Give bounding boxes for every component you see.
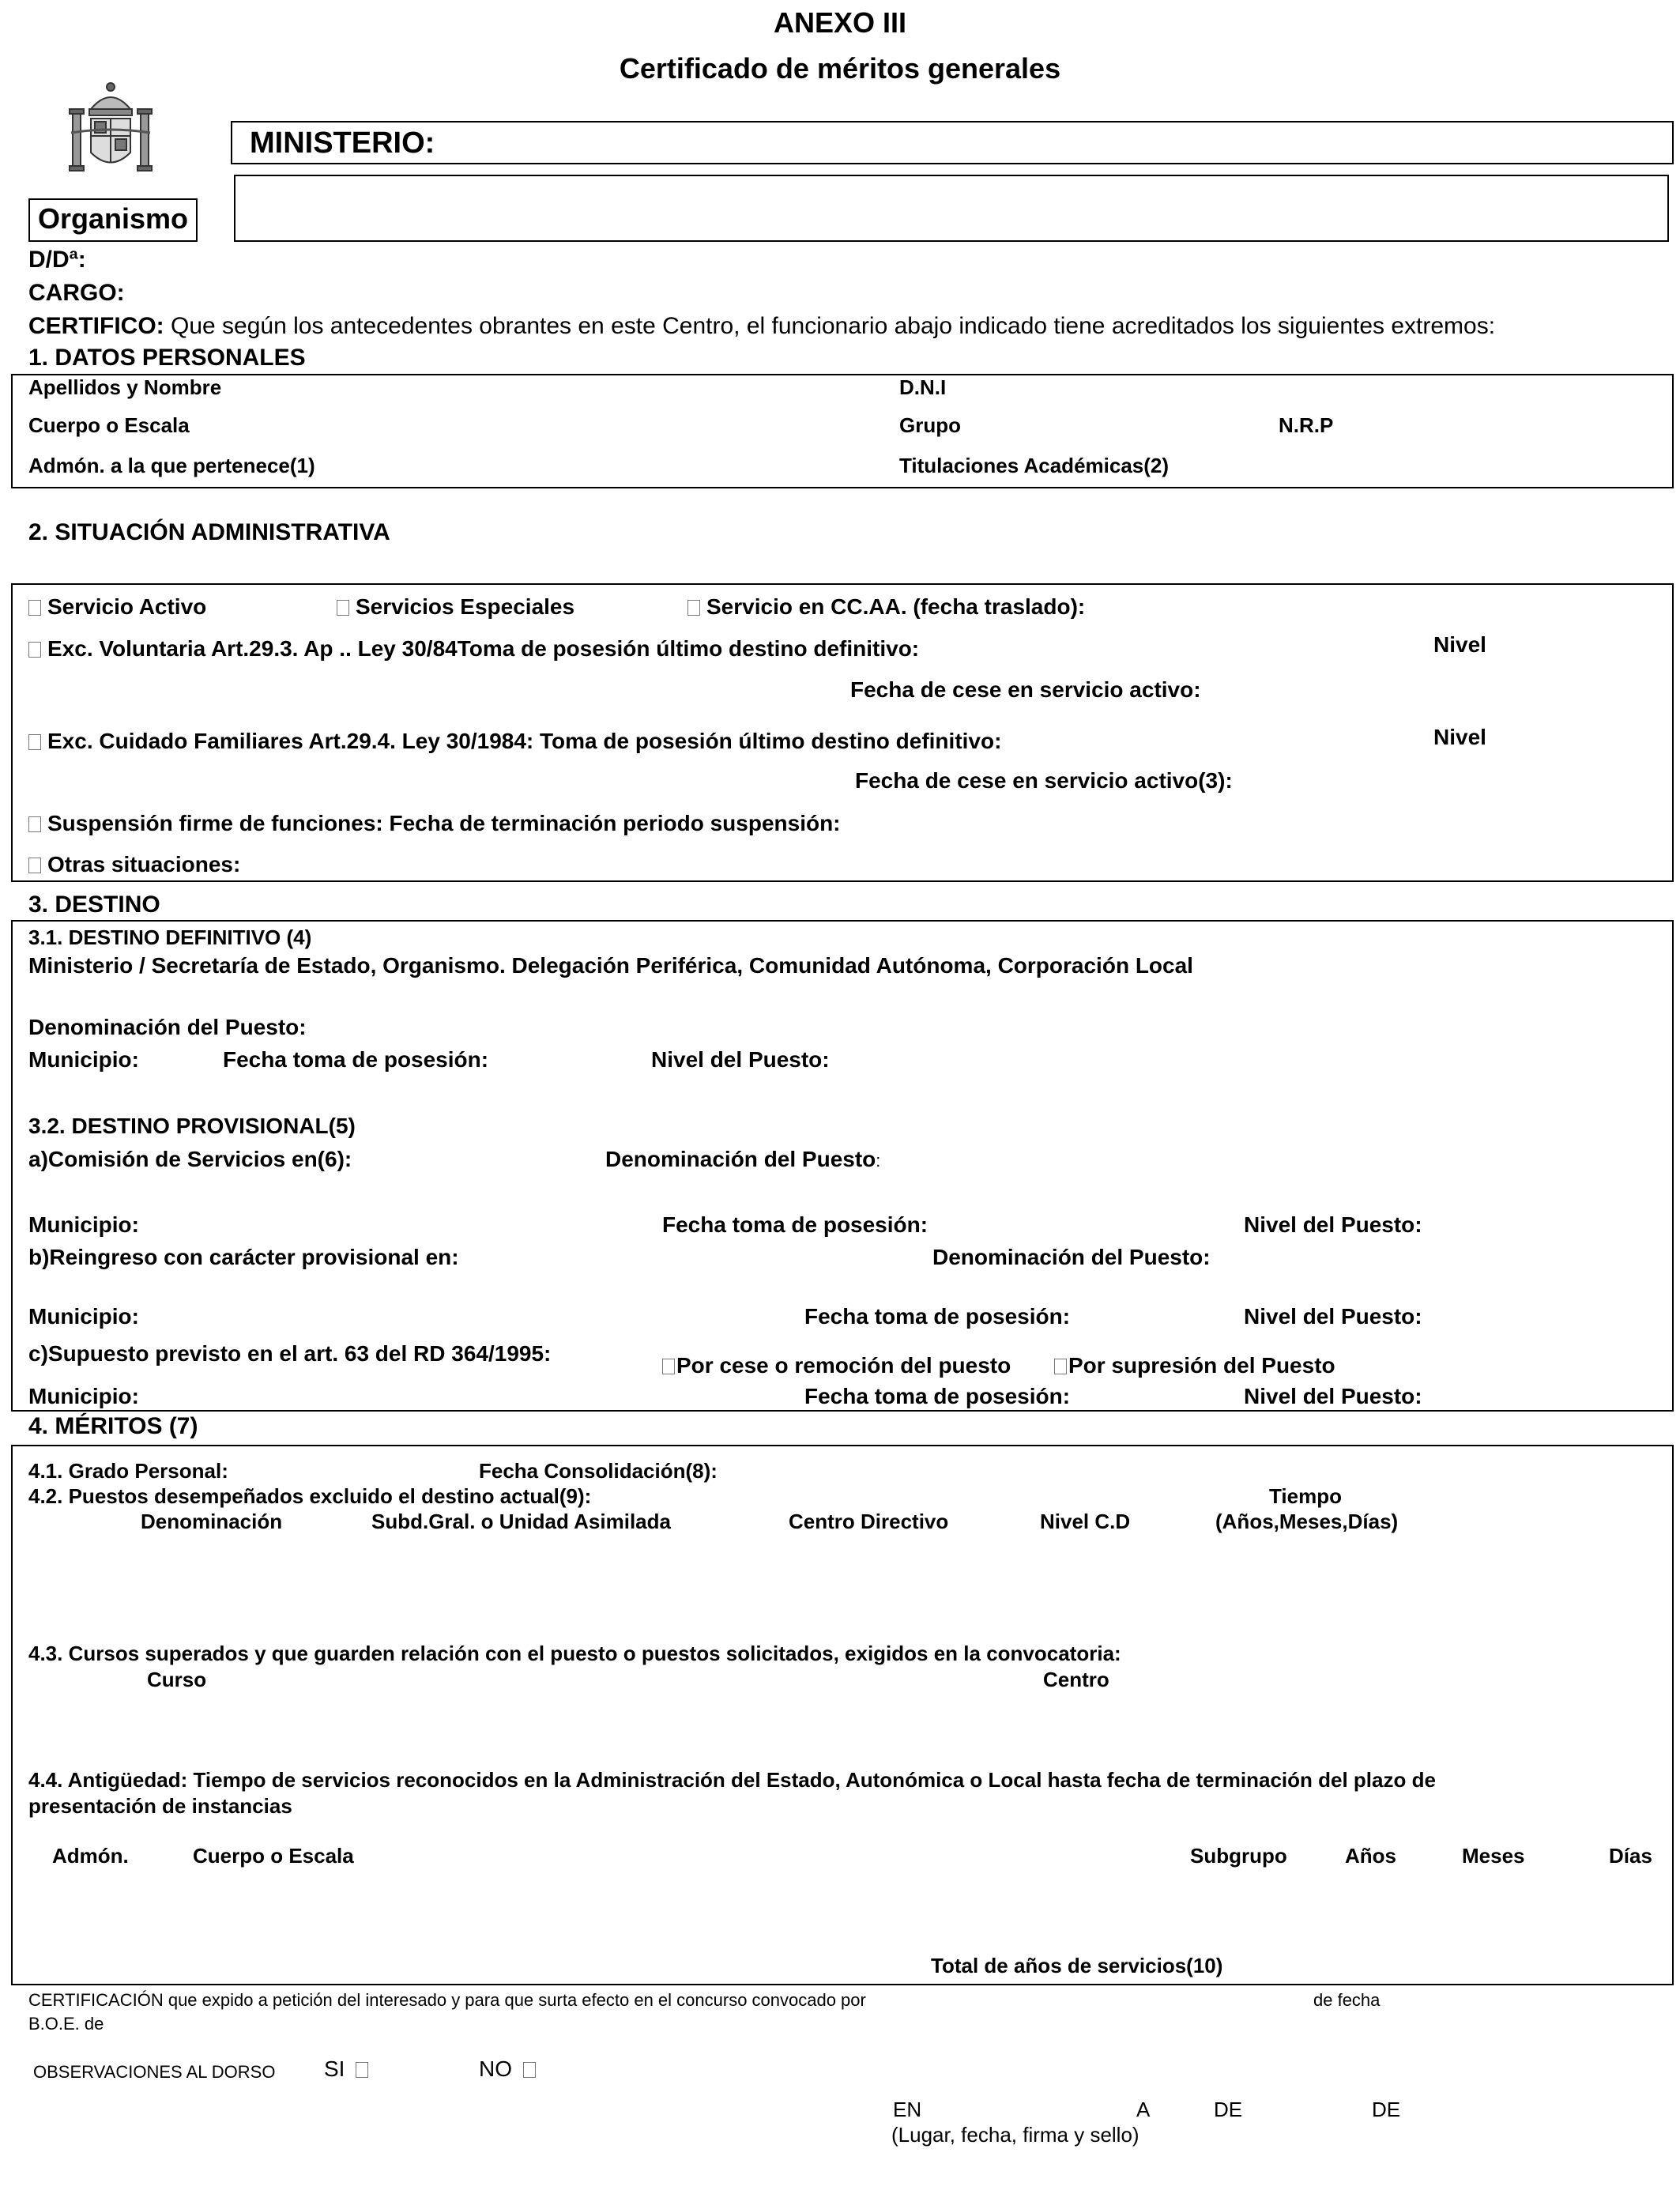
por-supresion-label: Por supresión del Puesto (1068, 1353, 1335, 1378)
checkbox-exc-cuidado[interactable] (28, 734, 41, 750)
dd-label: D/Dª: (28, 247, 86, 273)
grado-label: 4.1. Grado Personal: (28, 1459, 228, 1483)
grupo-label: Grupo (899, 413, 961, 437)
antiguedad-label-line1: 4.4. Antigüedad: Tiempo de servicios reconocidos en la Administración del Estado, Autonómica o Local hasta fecha de terminación del plazo de (28, 1768, 1436, 1792)
annex-title: ANEXO III (773, 6, 907, 39)
reingreso-label: b)Reingreso con carácter provisional en: (28, 1245, 459, 1269)
cuerpo-label: Cuerpo o Escala (28, 413, 190, 437)
col-cuerpo-escala: Cuerpo o Escala (193, 1844, 354, 1868)
en-label: EN (893, 2098, 922, 2121)
certifico-text: Que según los antecedentes obrantes en este Centro, el funcionario abajo indicado tiene acreditados los siguientes extremos: (171, 313, 1496, 339)
checkbox-suspension[interactable] (28, 816, 41, 832)
apellidos-label: Apellidos y Nombre (28, 375, 222, 399)
puestos-label: 4.2. Puestos desempeñados excluido el destino actual(9): (28, 1484, 592, 1508)
servicio-activo-option[interactable] (28, 594, 206, 620)
municipio-c-label: Municipio: (28, 1384, 139, 1408)
col-dias: Días (1609, 1844, 1652, 1868)
destino-definitivo-line: Ministerio / Secretaría de Estado, Organismo. Delegación Periférica, Comunidad Autónoma, Corporación Local (28, 953, 1193, 978)
no-label: NO (479, 2056, 512, 2081)
certificacion-text: CERTIFICACIÓN que expido a petición del interesado y para que surta efecto en el concurso convocado por (28, 1990, 866, 2010)
section-4-heading: 4. MÉRITOS (7) (28, 1413, 198, 1439)
fecha-toma-label: Fecha toma de posesión: (223, 1047, 489, 1072)
ministerio-box (231, 121, 1674, 164)
organismo-label: Organismo (38, 202, 189, 235)
destino-definitivo-heading: 3.1. DESTINO DEFINITIVO (4) (28, 925, 312, 949)
nivel-a-label: Nivel del Puesto: (1244, 1212, 1422, 1237)
checkbox-servicio-activo[interactable] (28, 600, 41, 616)
admon-label: Admón. a la que pertenece(1) (28, 454, 315, 477)
titulaciones-label: Titulaciones Académicas(2) (899, 454, 1170, 477)
denominacion-b-label: Denominación del Puesto: (932, 1245, 1211, 1269)
cursos-label: 4.3. Cursos superados y que guarden relación con el puesto o puestos solicitados, exigidos en la convocatoria: (28, 1642, 1121, 1665)
por-cese-option[interactable] (662, 1353, 1011, 1378)
municipio-a-label: Municipio: (28, 1212, 139, 1237)
si-option[interactable] (324, 2056, 375, 2082)
lugar-fecha-firma-label: (Lugar, fecha, firma y sello) (891, 2123, 1139, 2147)
certifico-line (28, 313, 1495, 340)
col-admon: Admón. (52, 1844, 129, 1868)
denominacion-a-colon: : (876, 1151, 881, 1171)
por-supresion-option[interactable] (1054, 1353, 1335, 1378)
de-label-2: DE (1372, 2098, 1401, 2121)
col-centro-directivo: Centro Directivo (789, 1510, 949, 1533)
col-subgrupo: Subgrupo (1190, 1844, 1287, 1868)
certifico-label: CERTIFICO: (28, 313, 164, 339)
otras-label: Otras situaciones: (47, 852, 241, 876)
nivel-b-label: Nivel del Puesto: (1244, 1304, 1422, 1329)
exc-cuidado-option[interactable] (28, 729, 1001, 754)
organismo-value-box (234, 175, 1669, 242)
fecha-cese-label-1: Fecha de cese en servicio activo: (850, 677, 1201, 702)
col-anos-meses-dias: (Años,Meses,Días) (1215, 1510, 1399, 1533)
boe-text: B.O.E. de (28, 2014, 104, 2034)
municipio-b-label: Municipio: (28, 1304, 139, 1329)
antiguedad-label-line2: presentación de instancias (28, 1794, 292, 1818)
coat-of-arms-logo (63, 77, 158, 176)
cargo-label: CARGO: (28, 280, 125, 306)
checkbox-si[interactable] (356, 2062, 368, 2078)
servicio-ccaa-option[interactable] (687, 594, 1085, 620)
denominacion-label: Denominación del Puesto: (28, 1015, 307, 1039)
nivel-label-1: Nivel (1433, 632, 1486, 657)
checkbox-por-supresion[interactable] (1054, 1359, 1067, 1374)
observaciones-label: OBSERVACIONES AL DORSO (33, 2062, 276, 2082)
col-nivel-cd: Nivel C.D (1040, 1510, 1131, 1533)
denominacion-a-label (605, 1147, 880, 1172)
col-curso: Curso (147, 1668, 207, 1691)
destino-provisional-heading: 3.2. DESTINO PROVISIONAL(5) (28, 1114, 356, 1138)
comision-label: a)Comisión de Servicios en(6): (28, 1147, 352, 1171)
col-meses: Meses (1462, 1844, 1525, 1868)
section-2-heading: 2. SITUACIÓN ADMINISTRATIVA (28, 519, 390, 545)
exc-cuidado-label: Exc. Cuidado Familiares Art.29.4. Ley 30/1984: Toma de posesión último destino definitivo: (47, 729, 1002, 753)
nivel-c-label: Nivel del Puesto: (1244, 1384, 1422, 1408)
denominacion-a-text: Denominación del Puesto (605, 1147, 876, 1171)
checkbox-servicios-especiales[interactable] (337, 600, 349, 616)
nivel-label-2: Nivel (1433, 725, 1486, 749)
ministerio-label: MINISTERIO: (250, 126, 435, 160)
servicios-especiales-label: Servicios Especiales (356, 594, 575, 619)
otras-option[interactable] (28, 852, 240, 877)
col-denominacion: Denominación (141, 1510, 283, 1533)
suspension-label: Suspensión firme de funciones: Fecha de terminación periodo suspensión: (47, 811, 841, 835)
a-label: A (1136, 2098, 1151, 2121)
nrp-label: N.R.P (1279, 413, 1334, 437)
col-anos: Años (1345, 1844, 1396, 1868)
de-fecha-text: de fecha (1313, 1990, 1381, 2010)
checkbox-servicio-ccaa[interactable] (687, 600, 700, 616)
por-cese-label: Por cese o remoción del puesto (676, 1353, 1011, 1378)
servicio-ccaa-label: Servicio en CC.AA. (fecha traslado): (706, 594, 1086, 619)
suspension-option[interactable] (28, 811, 841, 836)
fecha-toma-b-label: Fecha toma de posesión: (804, 1304, 1071, 1329)
de-label-1: DE (1214, 2098, 1243, 2121)
col-subd: Subd.Gral. o Unidad Asimilada (371, 1510, 671, 1533)
fecha-cese-label-2: Fecha de cese en servicio activo(3): (855, 768, 1233, 793)
checkbox-otras[interactable] (28, 858, 41, 873)
dni-label: D.N.I (899, 375, 947, 399)
exc-voluntaria-option[interactable] (28, 636, 919, 662)
nivel-puesto-label: Nivel del Puesto: (651, 1047, 830, 1072)
document-title: Certificado de méritos generales (619, 52, 1061, 85)
section-1-heading: 1. DATOS PERSONALES (28, 345, 306, 371)
section-3-heading: 3. DESTINO (28, 892, 160, 918)
servicios-especiales-option[interactable] (337, 594, 574, 620)
fecha-toma-c-label: Fecha toma de posesión: (804, 1384, 1071, 1408)
exc-voluntaria-label: Exc. Voluntaria Art.29.3. Ap .. Ley 30/84Toma de posesión último destino definitivo: (47, 636, 920, 661)
checkbox-no[interactable] (523, 2062, 536, 2078)
servicio-activo-label: Servicio Activo (47, 594, 207, 619)
tiempo-header: Tiempo (1269, 1484, 1342, 1508)
fecha-toma-a-label: Fecha toma de posesión: (662, 1212, 929, 1237)
checkbox-exc-voluntaria[interactable] (28, 642, 41, 658)
total-anos-label: Total de años de servicios(10) (931, 1954, 1223, 1977)
fecha-consolidacion-label: Fecha Consolidación(8): (479, 1459, 718, 1483)
checkbox-por-cese[interactable] (662, 1359, 675, 1374)
si-label: SI (324, 2056, 345, 2081)
municipio-label: Municipio: (28, 1047, 139, 1072)
col-centro: Centro (1043, 1668, 1109, 1691)
supuesto-label: c)Supuesto previsto en el art. 63 del RD 364/1995: (28, 1341, 552, 1366)
no-option[interactable] (479, 2056, 542, 2082)
